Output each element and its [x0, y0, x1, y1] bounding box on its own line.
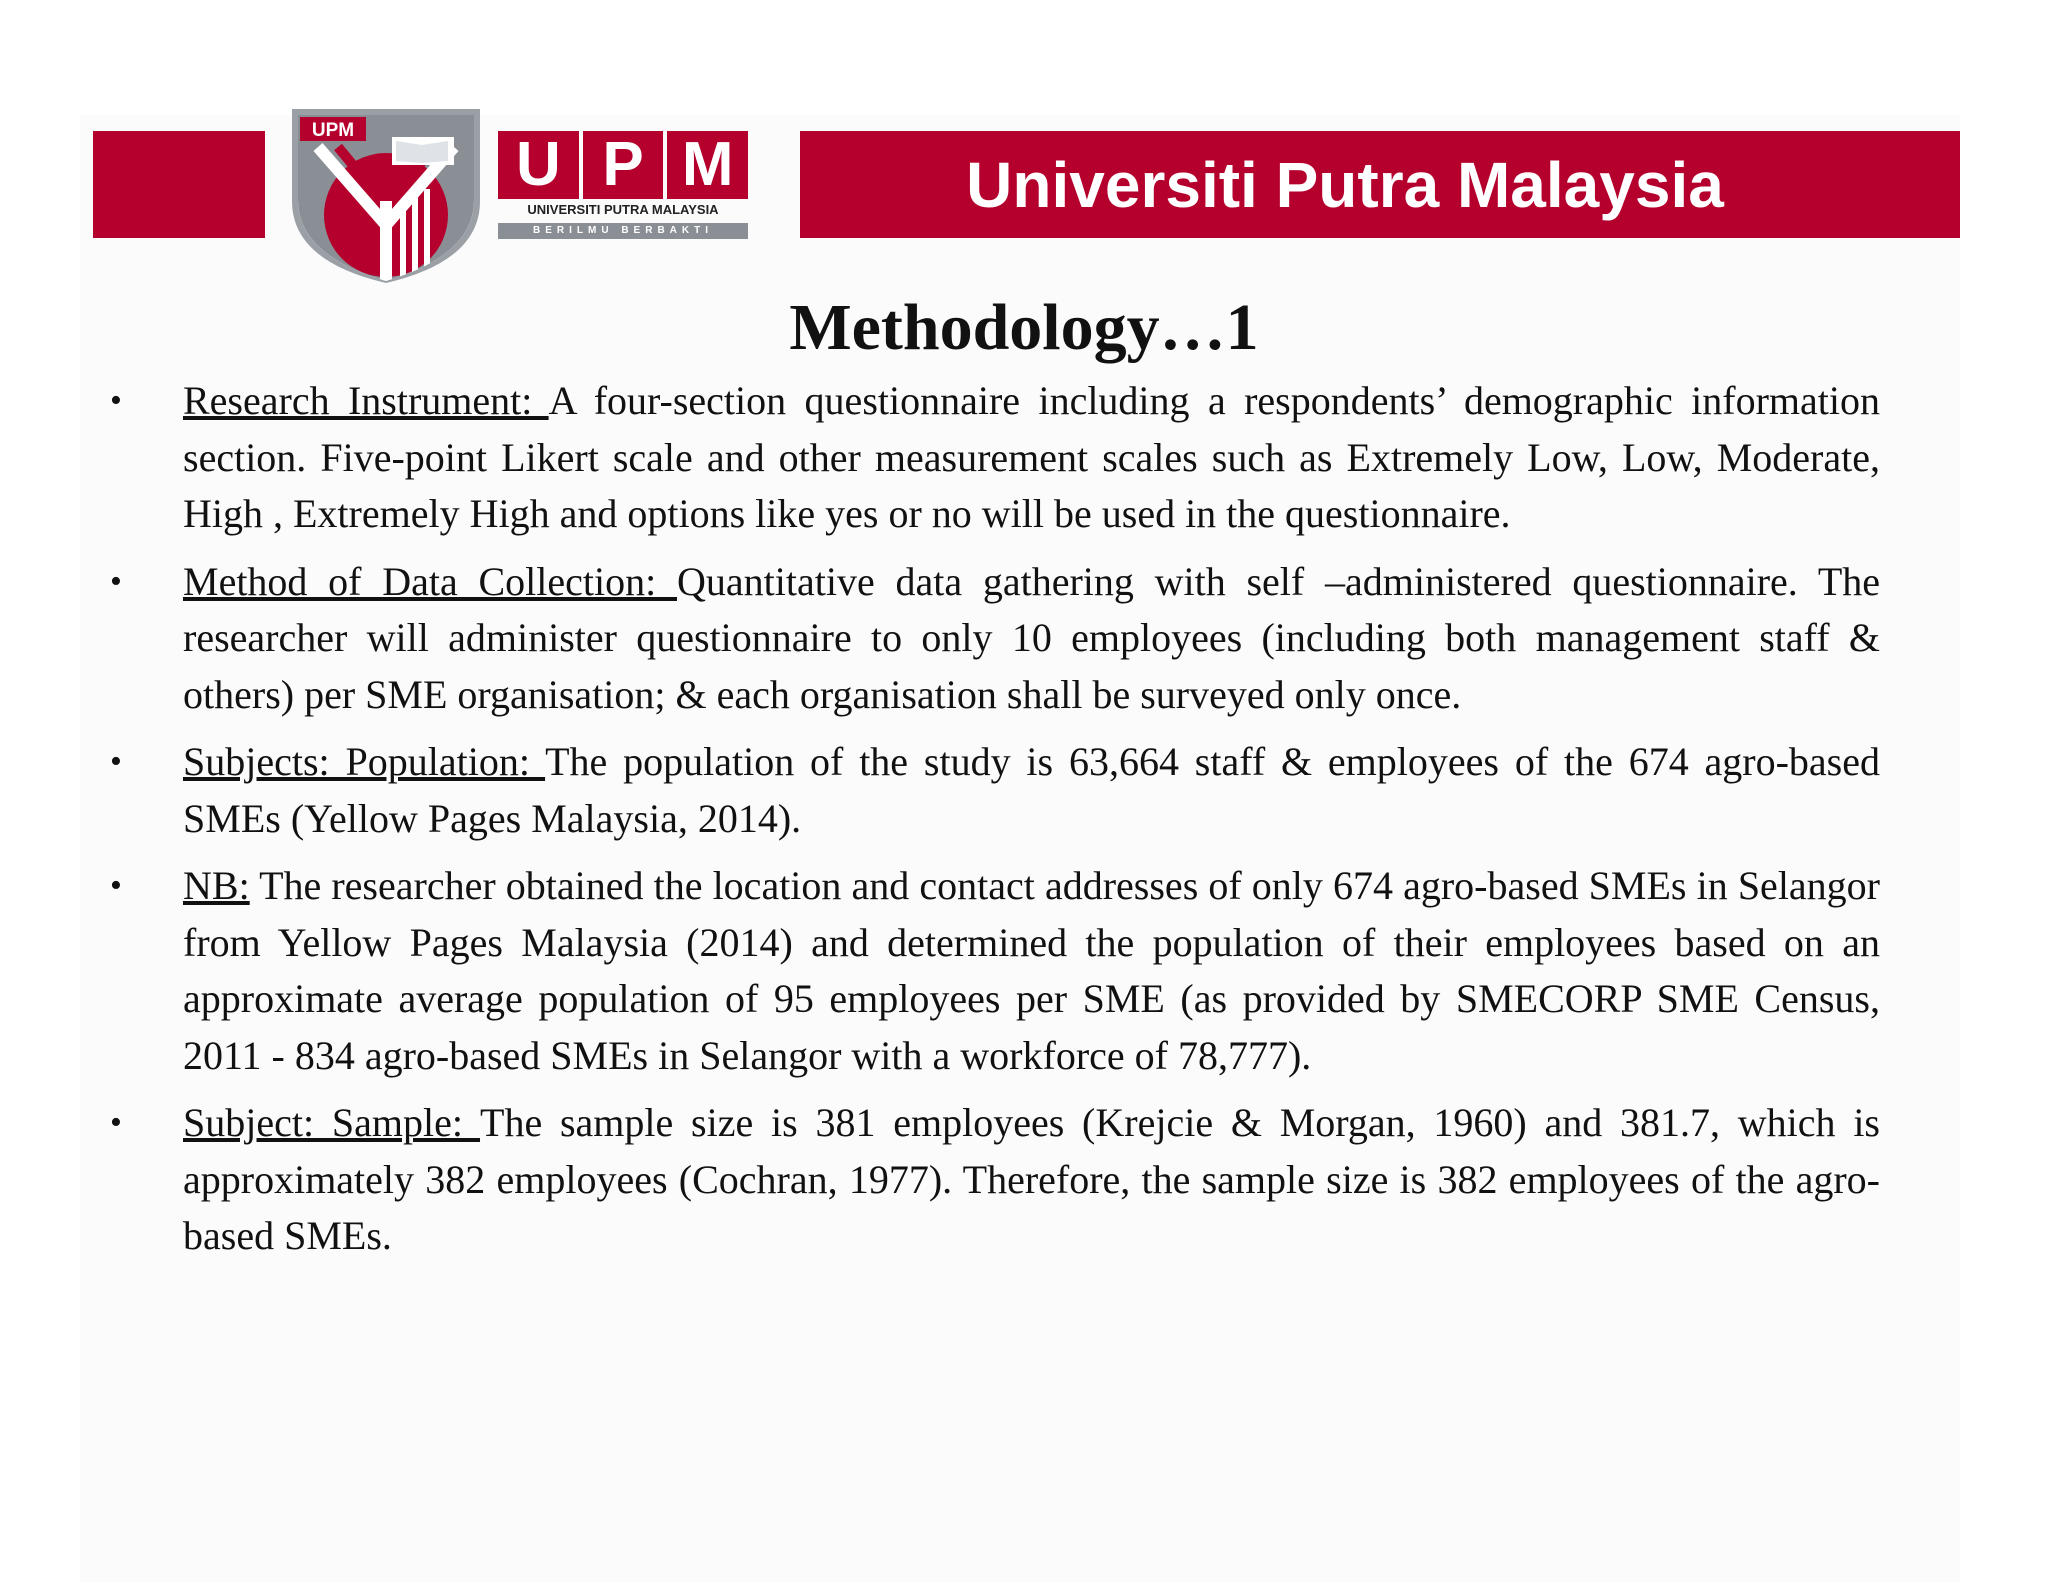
bullet-dot-icon: •	[110, 867, 122, 904]
bullet-sample	[110, 1095, 1880, 1265]
logo-subtitle: UNIVERSITI PUTRA MALAYSIA	[527, 202, 719, 217]
upm-crest-icon	[288, 105, 484, 283]
page-title: Methodology…1	[789, 291, 1259, 364]
banner-title: Universiti Putra Malaysia	[966, 148, 1724, 221]
bullet-heading: Method of Data Collection:	[183, 558, 677, 604]
bullet-heading: Research Instrument:	[183, 378, 549, 423]
bullet-heading: Subject: Sample:	[183, 1100, 481, 1145]
bullet-text: The population of the study is 63,664 staff & employees of the 674 agro-based SMEs (Yellow Pages Malaysia, 2014).	[183, 739, 1880, 841]
bullet-dot-icon: •	[110, 562, 122, 600]
bullet-text: The sample size is 381 employees (Krejcie & Morgan, 1960) and 381.7, which is approximately 382 employees (Cochran, 1977). Therefore, the sample size is 382 employees of the agro-based SMEs.	[183, 1100, 1881, 1258]
bullet-population	[110, 734, 1880, 847]
banner-right-bar	[800, 131, 1960, 238]
bullet-text: A four-section questionnaire including a respondents’ demographic information section. Five-point Likert scale and other measurement scales such as Extremely Low, Low, Moderate, High , Extremely High and options like yes or no will be used in the questionnaire.	[183, 378, 1880, 536]
logo-letter-m: M	[667, 131, 748, 199]
bullet-dot-icon: •	[110, 1104, 122, 1141]
logo-letter-p: P	[583, 131, 664, 199]
banner-left-bar	[93, 131, 265, 238]
crest-text: UPM	[311, 120, 355, 141]
bullet-list	[110, 373, 1880, 1276]
bullet-data-collection	[110, 554, 1880, 724]
bullet-heading: NB:	[183, 863, 250, 908]
logo-letter-u: U	[498, 131, 579, 199]
logo-letters	[498, 131, 748, 199]
bullet-dot-icon: •	[110, 743, 122, 780]
bullet-text: The researcher obtained the location and contact addresses of only 674 agro-based SMEs in Selangor from Yellow Pages Malaysia (2014) and determined the population of their employees based on an approximate average population of 95 employees per SME (as provided by SMECORP SME Census, 2011 - 834 agro-based SMEs in Selangor with a workforce of 78,777).	[183, 863, 1880, 1078]
bullet-text: Quantitative data gathering with self –administered questionnaire. The researcher will administer questionnaire to only 10 employees (including both management staff & others) per SME organisation; & each organisation shall be surveyed only once.	[183, 558, 1881, 717]
bullet-dot-icon: •	[110, 382, 122, 419]
bullet-research-instrument	[110, 373, 1880, 543]
bullet-nb	[110, 858, 1880, 1084]
bullet-heading: Subjects: Population:	[183, 739, 546, 784]
logo-motto: BERILMU BERBAKTI	[498, 223, 748, 239]
upm-logo	[498, 131, 748, 241]
